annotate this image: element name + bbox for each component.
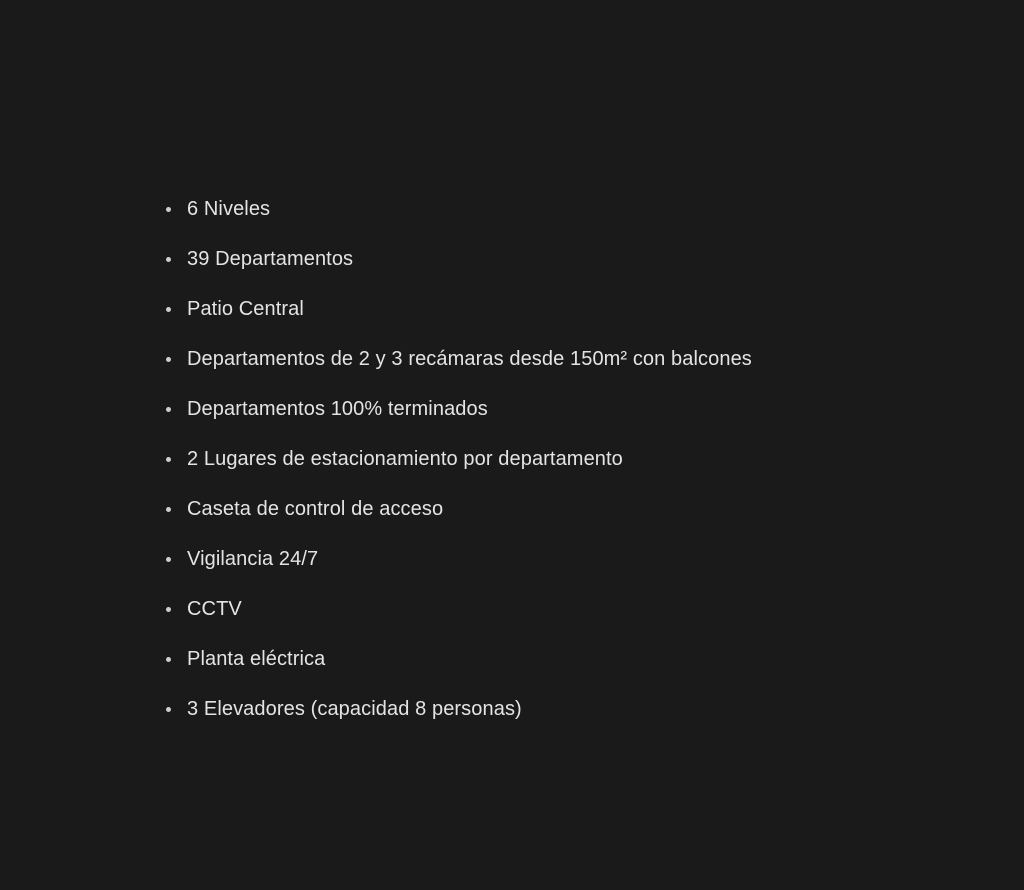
feature-item	[166, 634, 752, 684]
bullet-icon	[166, 557, 171, 562]
feature-label: 39 Departamentos	[187, 248, 354, 270]
feature-label: Caseta de control de acceso	[187, 498, 444, 520]
feature-item	[166, 434, 752, 484]
feature-label: Departamentos de 2 y 3 recámaras desde 150m² con balcones	[187, 348, 752, 370]
bullet-icon	[166, 607, 171, 612]
bullet-icon	[166, 407, 171, 412]
bullet-icon	[166, 307, 171, 312]
bullet-icon	[166, 457, 171, 462]
feature-item	[166, 384, 752, 434]
feature-item	[166, 534, 752, 584]
feature-label: Vigilancia 24/7	[187, 548, 319, 570]
feature-item	[166, 284, 752, 334]
bullet-icon	[166, 707, 171, 712]
bullet-icon	[166, 257, 171, 262]
feature-item	[166, 184, 752, 234]
feature-item	[166, 684, 752, 734]
feature-label: Departamentos 100% terminados	[187, 398, 488, 420]
feature-label: Planta eléctrica	[187, 648, 326, 670]
bullet-icon	[166, 657, 171, 662]
feature-label: Patio Central	[187, 298, 304, 320]
feature-label: 2 Lugares de estacionamiento por departamento	[187, 448, 623, 470]
feature-label: CCTV	[187, 598, 242, 620]
bullet-icon	[166, 207, 171, 212]
bullet-icon	[166, 357, 171, 362]
feature-item	[166, 234, 752, 284]
feature-label: 6 Niveles	[187, 198, 271, 220]
bullet-icon	[166, 507, 171, 512]
features-list	[166, 184, 752, 734]
feature-item	[166, 584, 752, 634]
feature-label: 3 Elevadores (capacidad 8 personas)	[187, 698, 522, 720]
feature-item	[166, 334, 752, 384]
feature-item	[166, 484, 752, 534]
